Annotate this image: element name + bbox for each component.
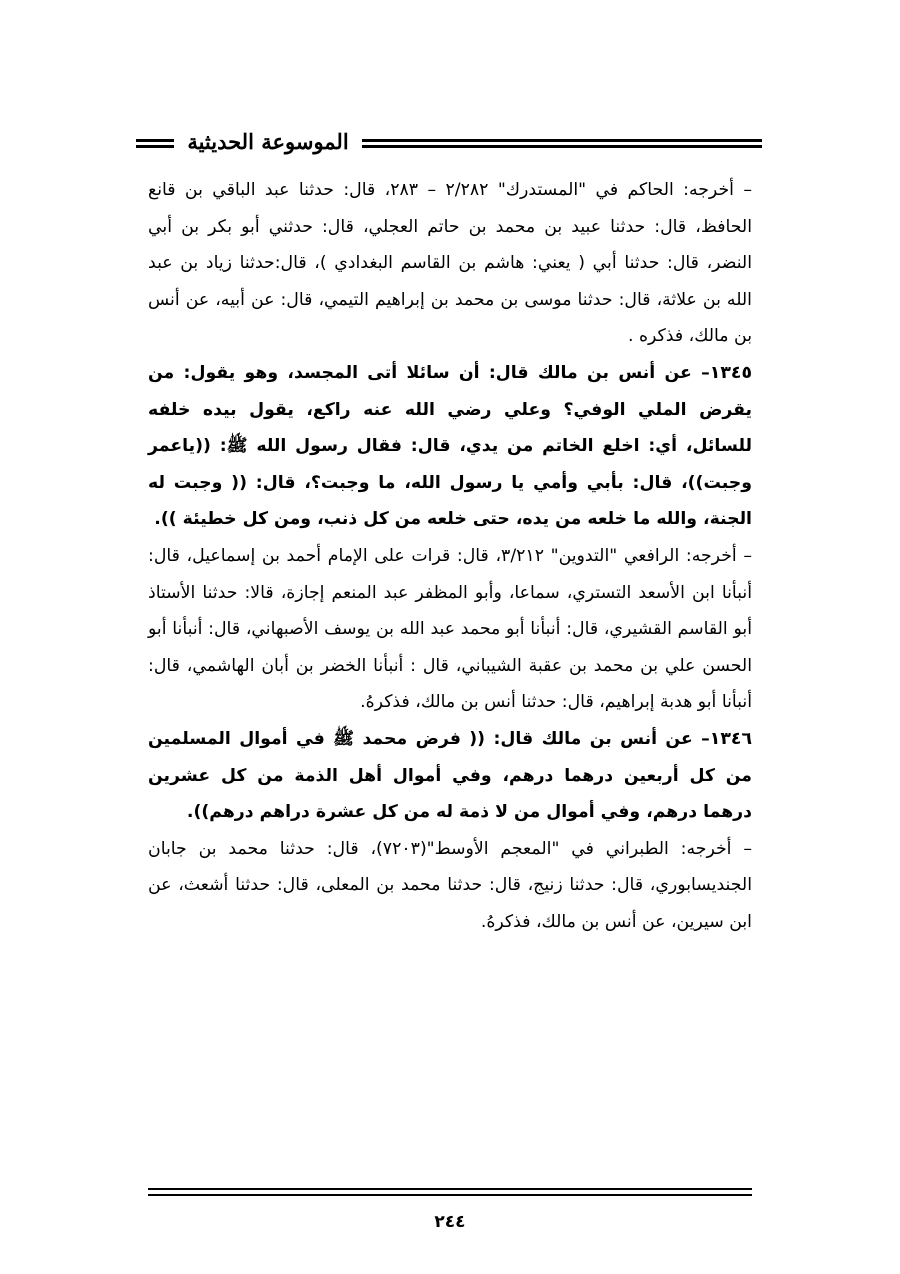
header-rule-left-lower	[136, 145, 174, 148]
header-rule-right	[362, 139, 762, 142]
takhrij-paragraph-1: – أخرجه: الحاكم في "المستدرك" ٢/٢٨٢ – ٢٨٣، قال: حدثنا عبد الباقي بن قانع الحافظ، قال: حدثنا عبيد بن محمد بن حاتم العجلي، قال: حدثني أبو بكر بن أبي النضر، قال: حدثنا أبي ( يعني: هاشم بن القاسم البغدادي )، قال:حدثنا زياد بن عبد الله بن علاثة، قال: حدثنا موسى بن محمد بن إبراهيم التيمي، قال: عن أبيه، عن أنس بن مالك، فذكره .	[148, 180, 752, 347]
page-header	[136, 126, 762, 160]
header-title: الموسوعة الحديثية	[186, 126, 350, 160]
page-number: ٢٤٤	[434, 1212, 466, 1232]
header-rule-left	[136, 139, 174, 142]
takhrij-paragraph-3: – أخرجه: الطبراني في "المعجم الأوسط"(٧٢٠٣)، قال: حدثنا محمد بن جابان الجنديسابوري، قال: حدثنا زنيج، قال: حدثنا محمد بن المعلى، قال: حدثنا أشعث، عن ابن سيرين، عن أنس بن مالك، فذكرهُ.	[148, 838, 752, 932]
hadith-1346: ١٣٤٦– عن أنس بن مالك قال: (( فرض محمد ﷺ في أموال المسلمين من كل أربعين درهما درهم، وفي أموال أهل الذمة من كل عشرين درهما درهم، وفي أموال من لا ذمة له من كل عشرة دراهم درهم)).	[148, 728, 752, 823]
footer-rule-top	[148, 1188, 752, 1190]
hadith-1345: ١٣٤٥– عن أنس بن مالك قال: أن سائلا أتى المجسد، وهو يقول: من يقرض الملي الوفي؟ وعلي رضي الله عنه راكع، يقول بيده خلفه للسائل، أي: اخلع الخاتم من يدي، قال: فقال رسول الله ﷺ: ((ياعمر وجبت))، قال: بأبي وأمي يا رسول الله، ما وجبت؟، قال: (( وجبت له الجنة، والله ما خلعه من يده، حتى خلعه من كل ذنب، ومن كل خطيئة )).	[148, 362, 752, 530]
footer-rule-bottom	[148, 1194, 752, 1196]
page-body	[148, 172, 752, 940]
header-rule-right-lower	[362, 145, 762, 148]
takhrij-paragraph-2: – أخرجه: الرافعي "التدوين" ٣/٢١٢، قال: قرات على الإمام أحمد بن إسماعيل، قال: أنبأنا ابن الأسعد التستري، سماعا، وأبو المظفر عبد المنعم إجازة، قالا: حدثنا الأستاذ أبو القاسم القشيري، قال: أنبأنا أبو محمد عبد الله بن يوسف الأصبهاني، قال: أنبأنا أبو الحسن علي بن محمد بن عقبة الشيباني، قال : أنبأنا الخضر بن أبان الهاشمي، قال: أنبأنا أبو هدبة إبراهيم، قال: حدثنا أنس بن مالك، فذكرهُ.	[148, 545, 752, 713]
